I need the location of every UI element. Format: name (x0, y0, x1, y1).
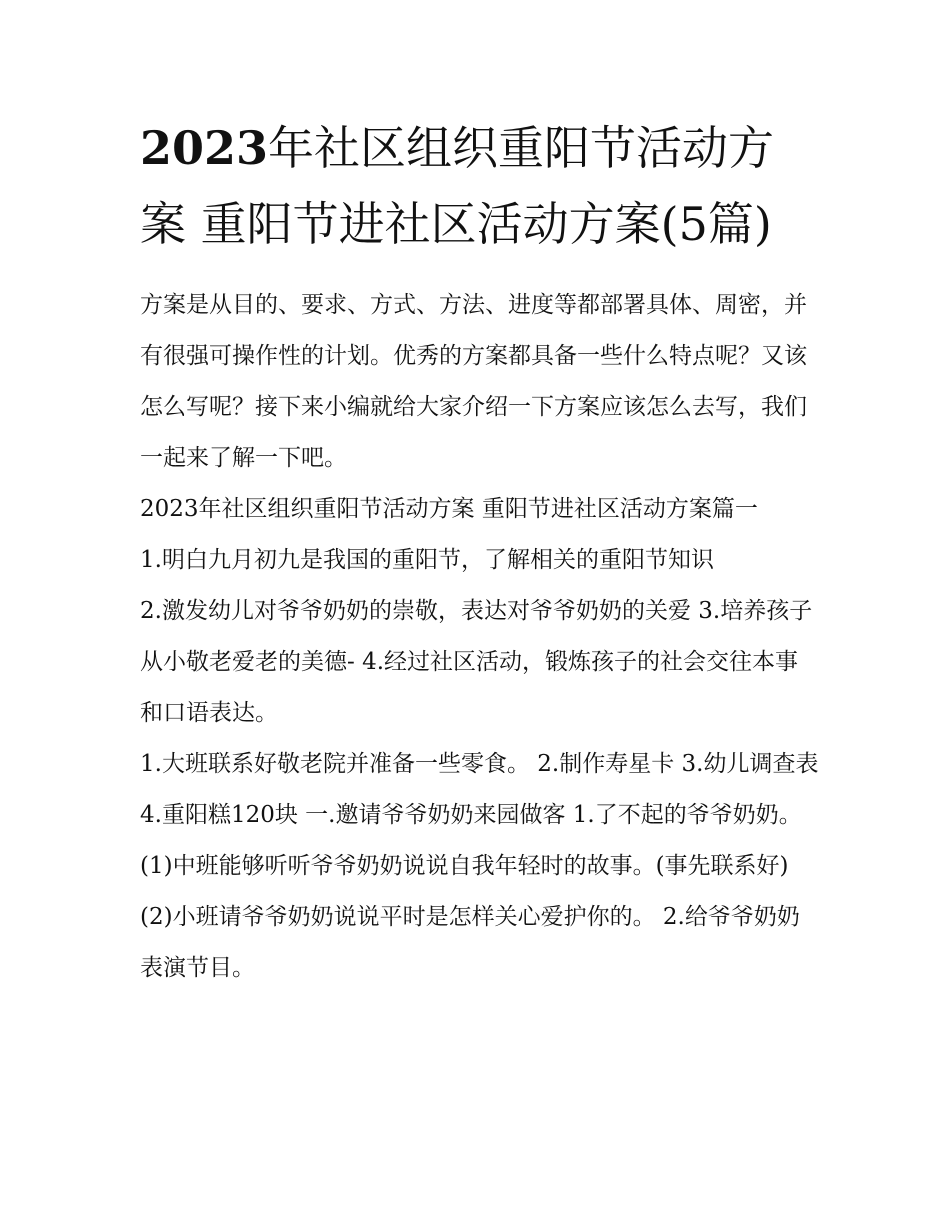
title-text: 年社区组织重阳节活动方案 重阳节进社区活动方案(5篇) (140, 121, 775, 251)
section-heading: 2023年社区组织重阳节活动方案 重阳节进社区活动方案篇一 (140, 496, 758, 522)
goal-paragraph-1: 1.明白九月初九是我国的重阳节，了解相关的重阳节知识 (140, 547, 714, 573)
activity-paragraph: (1)中班能够听听爷爷奶奶说说自我年轻时的故事。(事先联系好) (2)小班请爷爷奶奶说说平时是怎样关心爱护你的。 2.给爷爷奶奶表演节目。 (140, 853, 800, 981)
goal-paragraph-2: 2.激发幼儿对爷爷奶奶的崇敬，表达对爷爷奶奶的关爱 3.培养孩子从小敬老爱老的美德- 4.经过社区活动，锻炼孩子的社会交往本事和口语表达。 (140, 598, 813, 726)
preparation-paragraph: 1.大班联系好敬老院并准备一些零食。 2.制作寿星卡 3.幼儿调查表 4.重阳糕120块 一.邀请爷爷奶奶来园做客 1.了不起的爷爷奶奶。 (140, 751, 819, 828)
document-title (140, 110, 820, 262)
title-year: 2023 (140, 121, 269, 175)
document-page (140, 110, 820, 994)
intro-paragraph: 方案是从目的、要求、方式、方法、进度等都部署具体、周密，并有很强可操作性的计划。优秀的方案都具备一些什么特点呢？又该怎么写呢？接下来小编就给大家介绍一下方案应该怎么去写，我们一起来了解一下吧。 (140, 292, 807, 471)
